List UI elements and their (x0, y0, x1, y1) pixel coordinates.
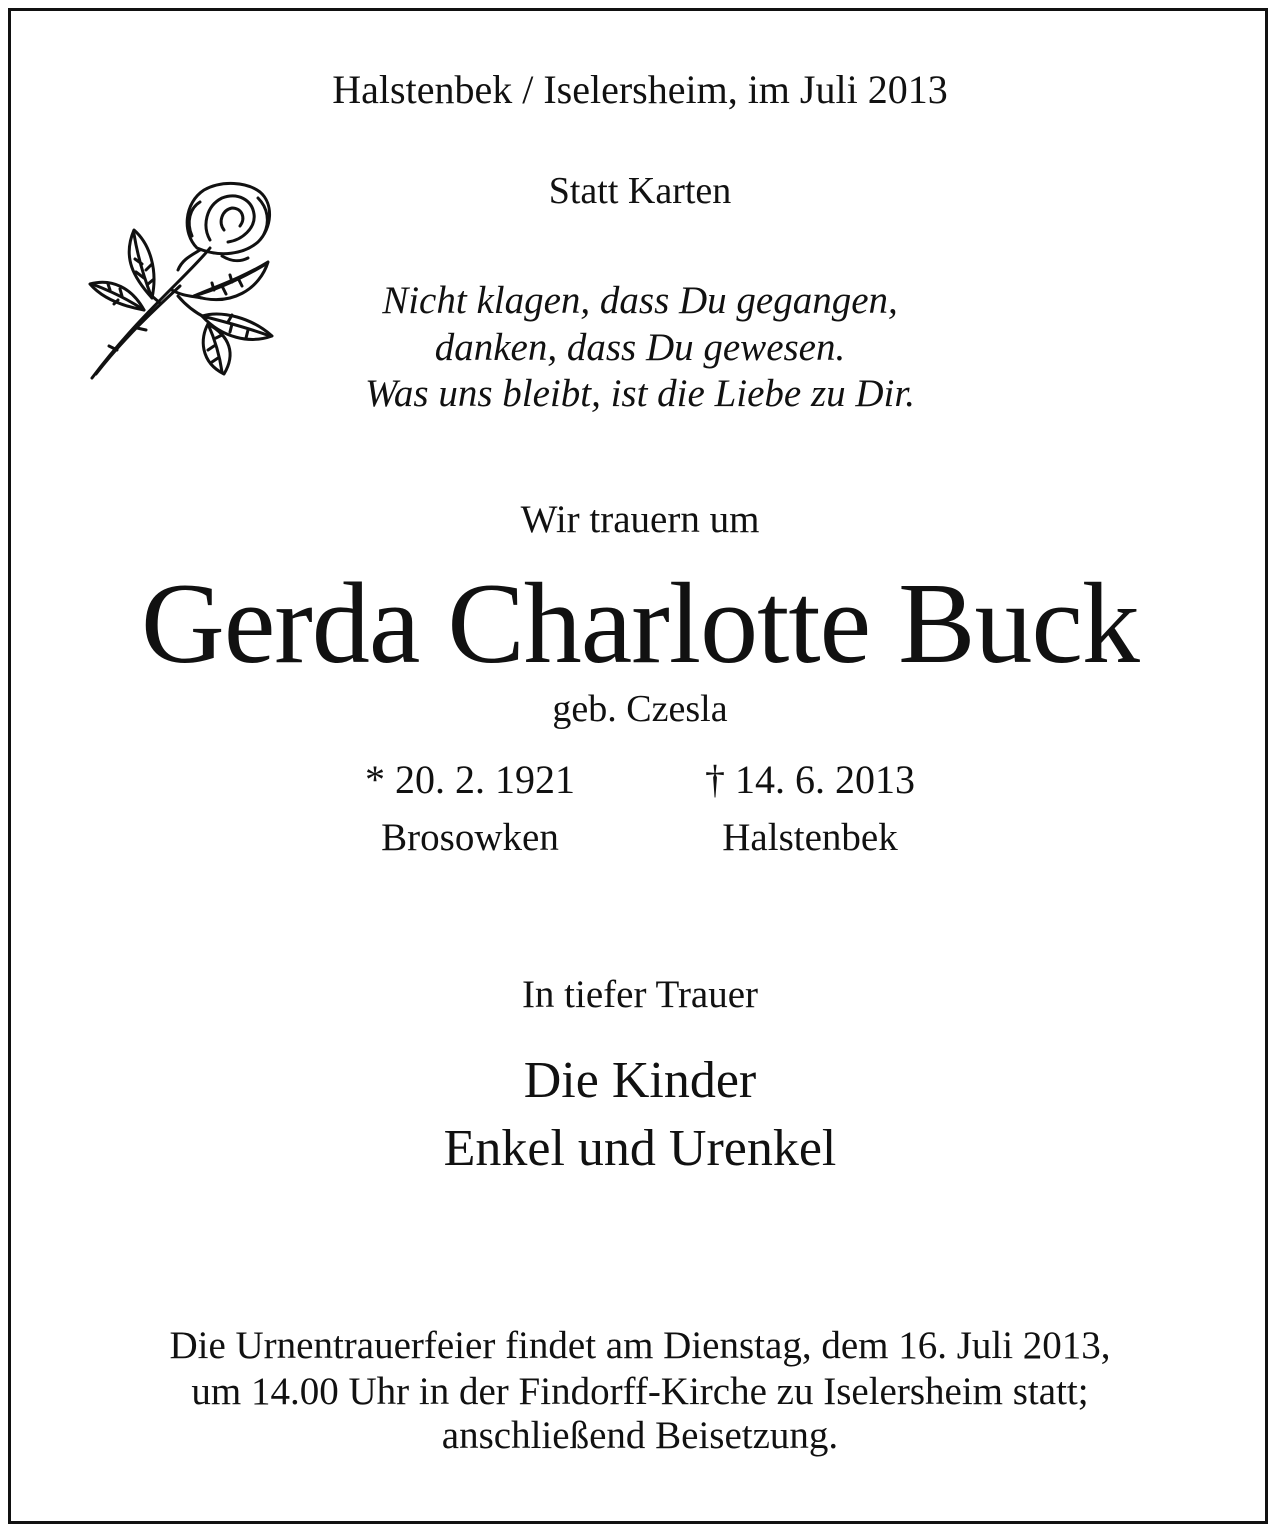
death-block (680, 757, 940, 859)
death-date: † 14. 6. 2013 (705, 757, 915, 802)
poem-line: Nicht klagen, dass Du gegangen, (382, 279, 898, 322)
maiden-name: geb. Czesla (552, 688, 728, 730)
birth-place: Brosowken (381, 816, 559, 859)
mourners-grandchildren: Enkel und Urenkel (443, 1120, 837, 1177)
mourners-intro: In tiefer Trauer (521, 973, 759, 1016)
service-line: anschließend Beisetzung. (441, 1414, 839, 1457)
statt-karten: Statt Karten (548, 170, 732, 212)
place-date: Halstenbek / Iselersheim, im Juli 2013 (332, 67, 948, 112)
mourning-intro: Wir trauern um (520, 498, 760, 541)
poem-line: danken, dass Du gewesen. (434, 326, 846, 369)
service-line: um 14.00 Uhr in der Findorff-Kirche zu Iselersheim statt; (191, 1370, 1089, 1413)
life-dates (0, 757, 1280, 870)
death-place: Halstenbek (722, 816, 898, 859)
birth-block (330, 757, 610, 859)
deceased-name: Gerda Charlotte Buck (141, 560, 1139, 688)
poem-line: Was uns bleibt, ist die Liebe zu Dir. (365, 372, 915, 415)
mourners-children: Die Kinder (523, 1052, 757, 1109)
birth-date: * 20. 2. 1921 (365, 757, 575, 802)
service-line: Die Urnentrauerfeier findet am Dienstag, dem 16. Juli 2013, (169, 1324, 1111, 1367)
